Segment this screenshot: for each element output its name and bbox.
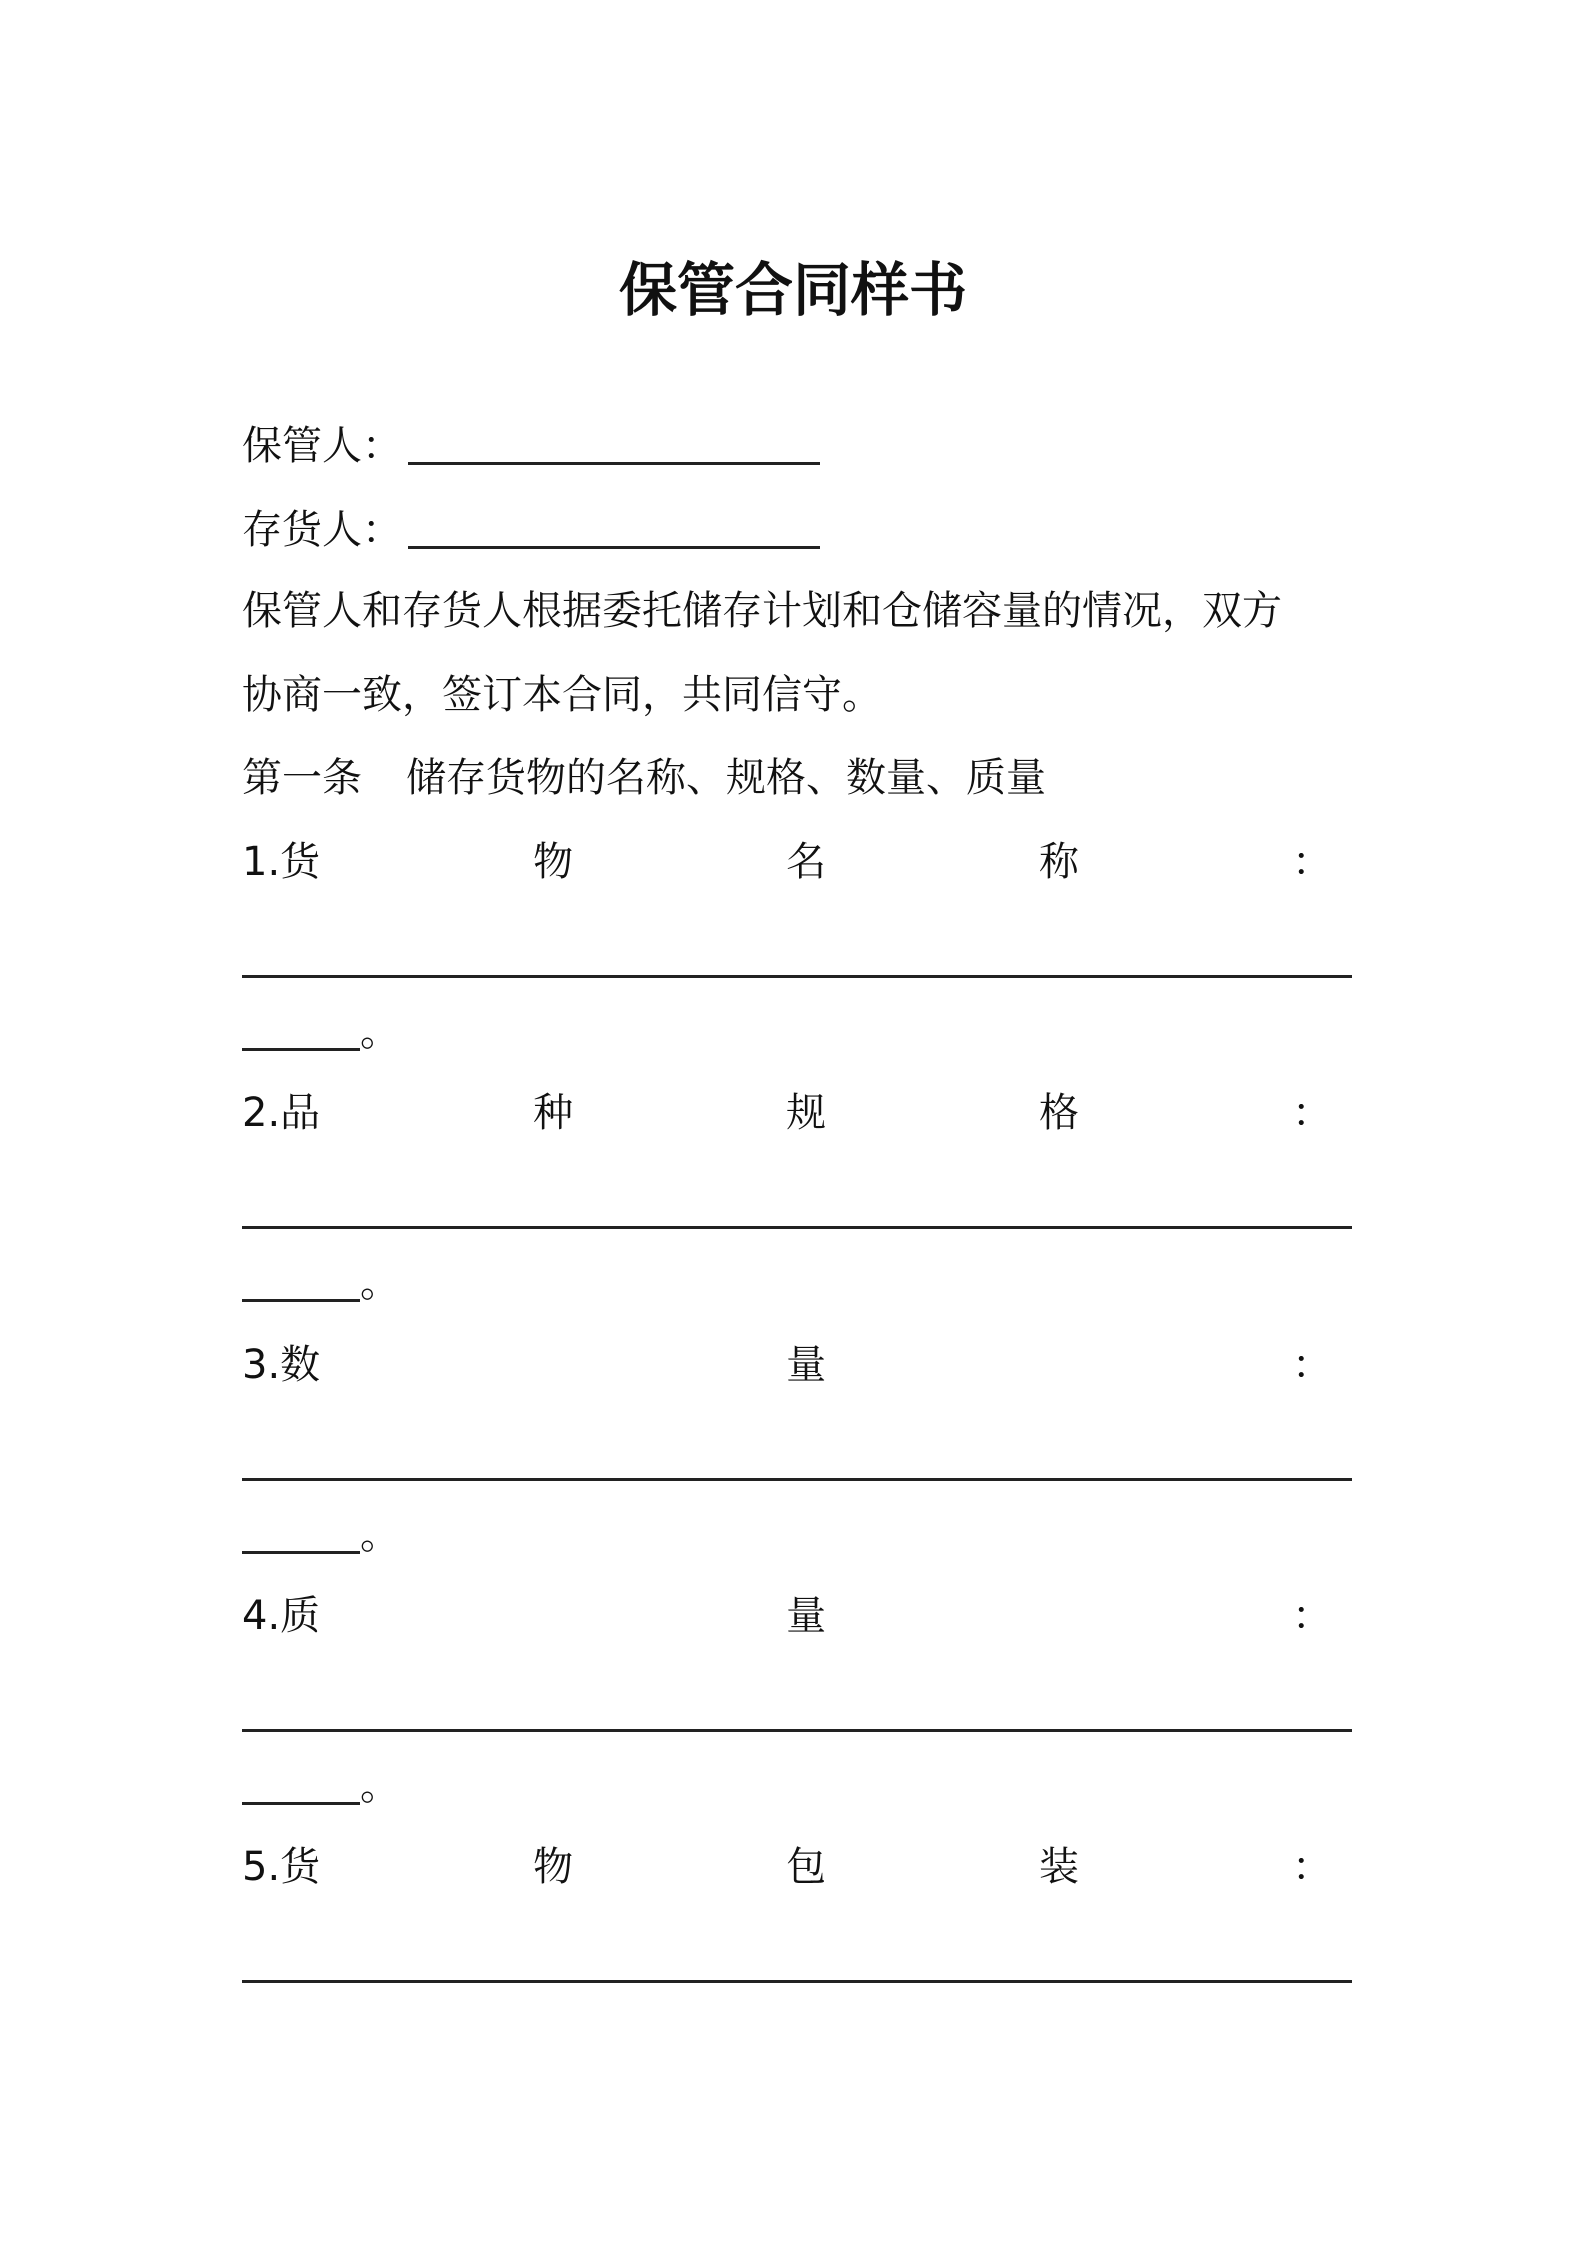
item-3-tail [242,1505,400,1563]
item-variety-spec [242,1085,1332,1141]
item-1-text-b: 物 [533,839,574,885]
item-5-text-a: 5.货 [242,1844,321,1890]
item-1-blank-line[interactable] [242,975,1352,978]
intro-line-1: 保管人和存货人根据委托储存计划和仓储容量的情况，双方 [242,588,1282,634]
keeper-blank[interactable] [408,422,820,465]
depositor-line [242,500,1352,558]
item-4-blank-stub[interactable] [242,1762,360,1805]
item-4-text-b: 量 [786,1593,827,1639]
item-2-blank-line[interactable] [242,1226,1352,1229]
article1-title: 储存货物的名称、规格、数量、质量 [406,755,1046,801]
document-title: 保管合同样书 [618,256,967,324]
depositor-label: 存货人： [242,507,402,553]
item-4-fullstop: 。 [360,1763,400,1809]
keeper-label: 保管人： [242,423,402,469]
item-3-text-b: 量 [786,1342,827,1388]
item-2-tail [242,1253,400,1311]
item-4-tail [242,1756,400,1814]
article1-number: 第一条 [242,755,362,801]
item-1-blank-stub[interactable] [242,1008,360,1051]
item-5-text-d: 装 [1039,1844,1080,1890]
item-packaging [242,1839,1332,1895]
item-1-text-a: 1.货 [242,839,321,885]
item-2-text-b: 种 [533,1090,574,1136]
item-5-text-c: 包 [786,1844,827,1890]
item-2-fullstop: 。 [360,1260,400,1306]
item-3-blank-stub[interactable] [242,1511,360,1554]
item-2-blank-stub[interactable] [242,1259,360,1302]
item-quantity [242,1337,1332,1393]
article1-heading [242,750,1352,806]
item-3-colon: ： [1291,1342,1332,1388]
item-1-text-c: 名 [786,839,827,885]
item-2-colon: ： [1291,1090,1332,1136]
item-4-colon: ： [1291,1593,1332,1639]
intro-line-2: 协商一致，签订本合同，共同信守。 [242,672,882,718]
item-1-tail [242,1002,400,1060]
item-5-text-b: 物 [533,1844,574,1890]
item-2-text-c: 规 [786,1090,827,1136]
item-3-text-a: 3.数 [242,1342,321,1388]
depositor-blank[interactable] [408,506,820,549]
item-4-text-a: 4.质 [242,1593,321,1639]
item-4-blank-line[interactable] [242,1729,1352,1732]
item-3-fullstop: 。 [360,1512,400,1558]
keeper-line [242,416,1352,474]
item-goods-name [242,834,1332,890]
item-5-blank-line[interactable] [242,1980,1352,1983]
item-2-text-d: 格 [1039,1090,1080,1136]
item-3-blank-line[interactable] [242,1478,1352,1481]
item-5-colon: ： [1291,1844,1332,1890]
item-2-text-a: 2.品 [242,1090,321,1136]
item-quality [242,1588,1332,1644]
item-1-text-d: 称 [1039,839,1080,885]
item-1-colon: ： [1291,839,1332,885]
item-1-fullstop: 。 [360,1009,400,1055]
